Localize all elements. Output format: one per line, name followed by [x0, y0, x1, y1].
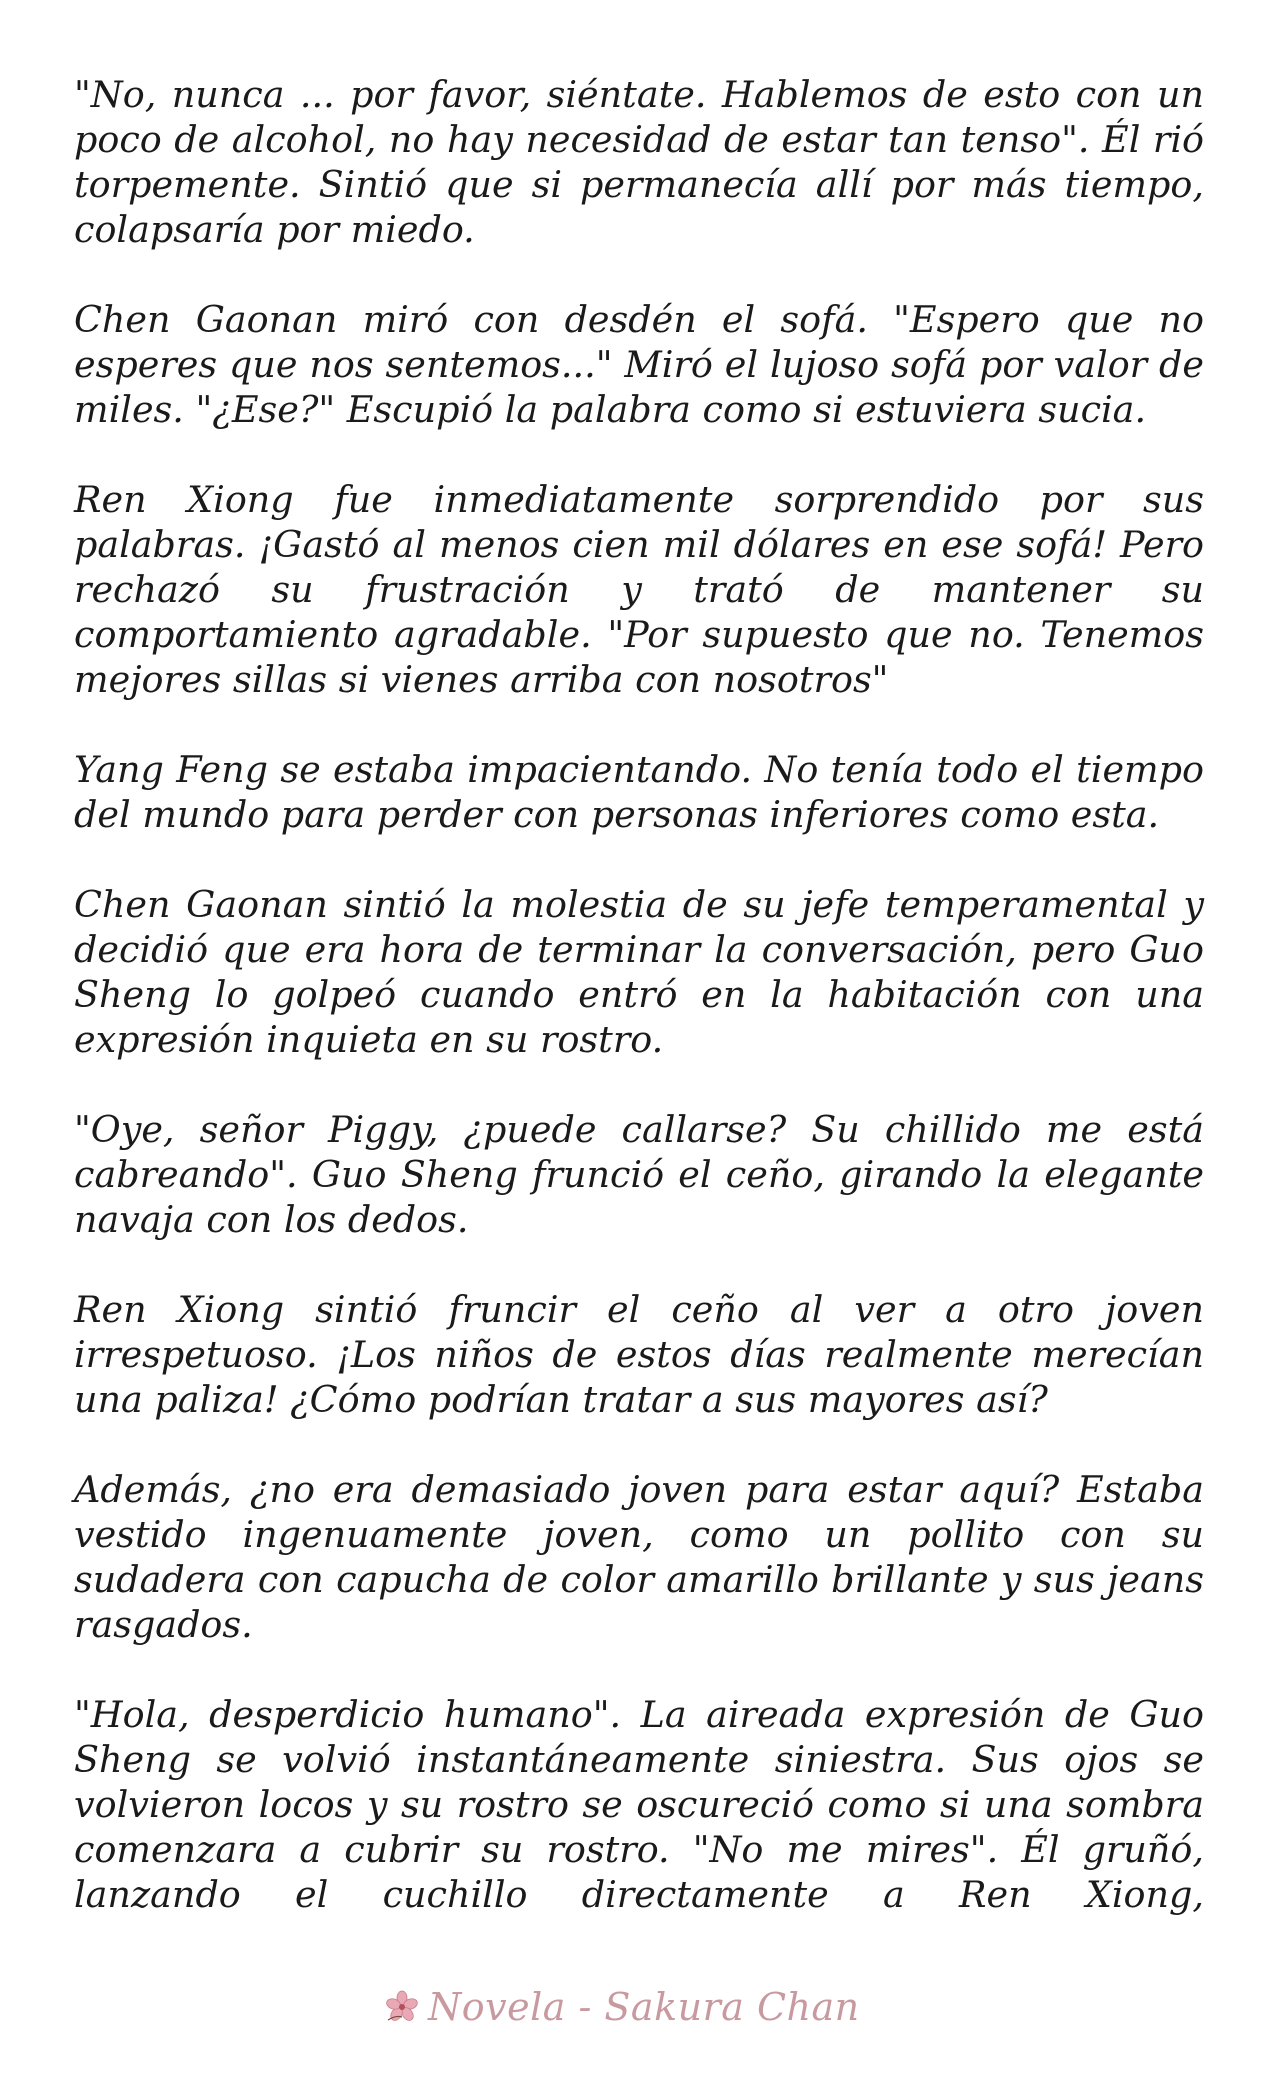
story-text: [74, 72, 1204, 1917]
paragraph: "Hola, desperdicio humano". La aireada expresión de Guo Sheng se volvió instantáneamente siniestra. Sus ojos se volvieron locos y su rostro se oscureció como si una sombra comenzara a cubrir su rostro. "No me mires". Él gruñó, lanzando el cuchillo directamente a Ren Xiong,: [74, 1693, 1204, 1916]
watermark: [384, 1983, 860, 2031]
sakura-flower-icon: [384, 1989, 420, 2025]
paragraph: Ren Xiong sintió fruncir el ceño al ver a otro joven irrespetuoso. ¡Los niños de estos días realmente merecían una paliza! ¿Cómo podrían tratar a sus mayores así?: [74, 1288, 1204, 1421]
paragraph: Chen Gaonan miró con desdén el sofá. "Espero que no esperes que nos sentemos..." Miró el lujoso sofá por valor de miles. "¿Ese?" Escupió la palabra como si estuviera sucia.: [74, 298, 1204, 431]
paragraph: "Oye, señor Piggy, ¿puede callarse? Su chillido me está cabreando". Guo Sheng frunció el ceño, girando la elegante navaja con los dedos.: [74, 1108, 1204, 1241]
paragraph: Además, ¿no era demasiado joven para estar aquí? Estaba vestido ingenuamente joven, como un pollito con su sudadera con capucha de color amarillo brillante y sus jeans rasgados.: [74, 1468, 1204, 1646]
paragraph: "No, nunca ... por favor, siéntate. Hablemos de esto con un poco de alcohol, no hay necesidad de estar tan tenso". Él rió torpemente. Sintió que si permanecía allí por más tiempo, colapsaría por miedo.: [74, 73, 1204, 251]
paragraph: Ren Xiong fue inmediatamente sorprendido por sus palabras. ¡Gastó al menos cien mil dólares en ese sofá! Pero rechazó su frustración y trató de mantener su comportamiento agradable. "Por supuesto que no. Tenemos mejores sillas si vienes arriba con nosotros": [74, 478, 1204, 701]
watermark-text: Novela - Sakura Chan: [428, 1985, 860, 2029]
paragraph: Chen Gaonan sintió la molestia de su jefe temperamental y decidió que era hora de terminar la conversación, pero Guo Sheng lo golpeó cuando entró en la habitación con una expresión inquieta en su rostro.: [74, 883, 1204, 1061]
paragraph: Yang Feng se estaba impacientando. No tenía todo el tiempo del mundo para perder con personas inferiores como esta.: [74, 748, 1204, 836]
